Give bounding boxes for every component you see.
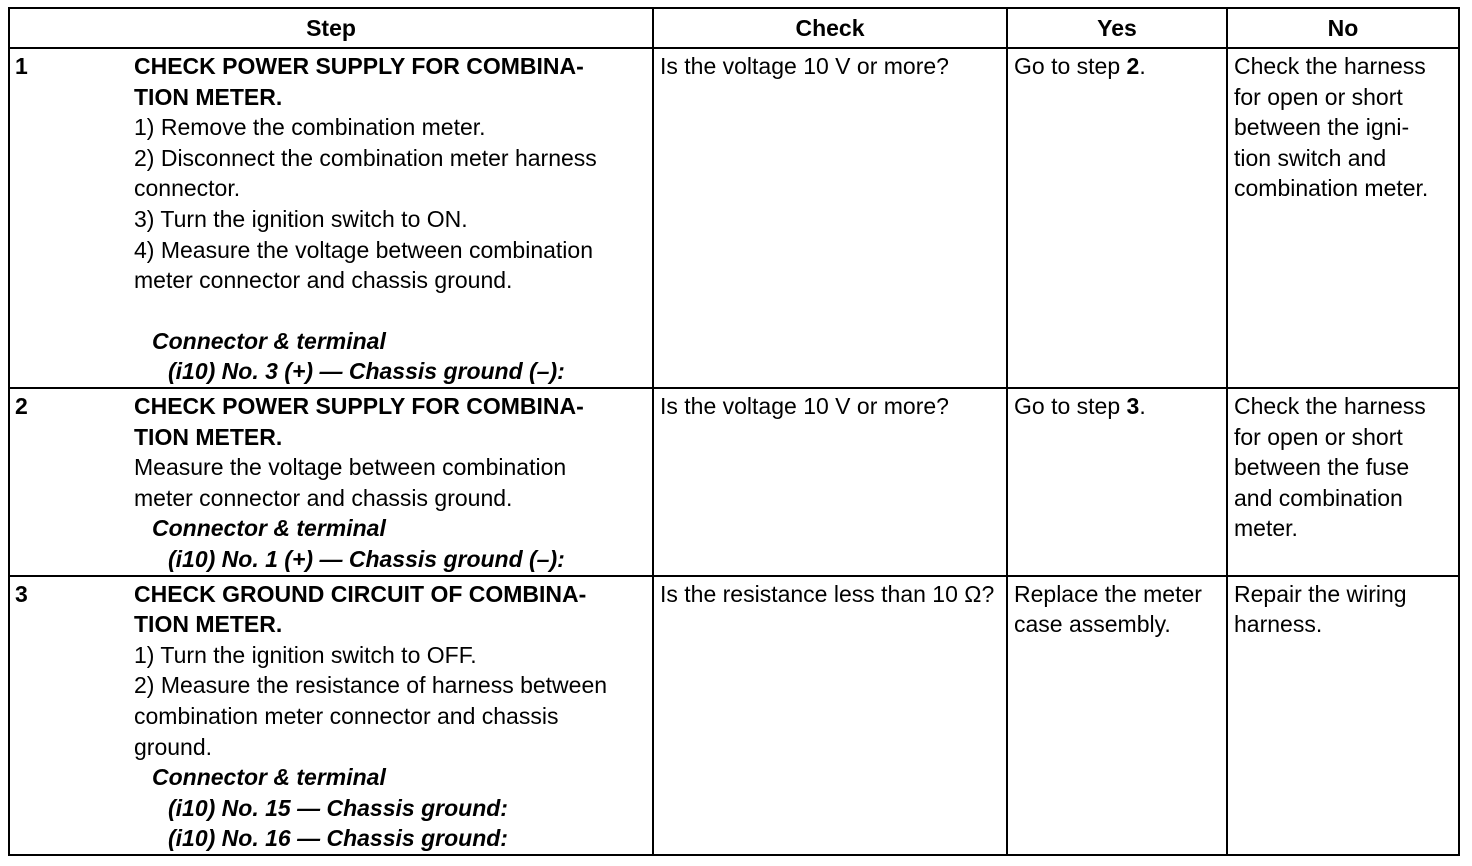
connector-label: Connector & terminal <box>152 515 386 542</box>
step-title: TION METER. <box>134 423 283 450</box>
step-instruction: meter connector and chassis ground. <box>134 267 513 294</box>
step-cell <box>9 576 653 855</box>
yes-step-ref: 2 <box>1126 53 1140 79</box>
step-number: 2 <box>15 393 28 419</box>
yes-cell: Replace the meter case assembly. <box>1007 576 1227 855</box>
table-row <box>9 576 1459 855</box>
check-cell: Is the voltage 10 V or more? <box>653 388 1007 576</box>
step-title: TION METER. <box>134 83 283 110</box>
step-instruction: combination meter connector and chassis <box>134 702 559 729</box>
yes-text: Go to step <box>1014 53 1127 79</box>
table-row <box>9 388 1459 576</box>
step-instruction: 1) Remove the combination meter. <box>134 114 486 141</box>
spacer <box>134 296 644 326</box>
yes-suffix: . <box>1139 53 1146 79</box>
step-instruction: 2) Measure the resistance of harness between <box>134 672 608 699</box>
diagnostic-table-page <box>8 7 1458 856</box>
step-title: CHECK POWER SUPPLY FOR COMBINA- <box>134 53 584 79</box>
no-cell: Check the harness for open or short between the igni- tion switch and combination meter. <box>1227 48 1459 388</box>
yes-suffix: . <box>1139 393 1146 419</box>
no-cell: Check the harness for open or short between the fuse and combination meter. <box>1227 388 1459 576</box>
step-instruction: 2) Disconnect the combination meter harness <box>134 144 597 171</box>
yes-text: Go to step <box>1014 393 1127 419</box>
diagnostic-table <box>8 7 1460 856</box>
step-instruction: Measure the voltage between combination <box>134 454 567 481</box>
step-instruction: 3) Turn the ignition switch to ON. <box>134 205 468 232</box>
check-cell: Is the voltage 10 V or more? <box>653 48 1007 388</box>
step-title: CHECK GROUND CIRCUIT OF COMBINA- <box>134 580 587 607</box>
step-instruction: ground. <box>134 733 213 760</box>
step-number: 3 <box>15 580 28 607</box>
step-instruction: 4) Measure the voltage between combination <box>134 236 594 263</box>
step-title: TION METER. <box>134 611 283 638</box>
step-number: 1 <box>15 53 28 79</box>
header-check: Check <box>653 8 1007 48</box>
terminal-spec: (i10) No. 3 (+) — Chassis ground (–): <box>168 358 565 385</box>
no-cell: Repair the wiring harness. <box>1227 576 1459 855</box>
step-instruction: 1) Turn the ignition switch to OFF. <box>134 641 477 668</box>
header-no: No <box>1227 8 1459 48</box>
step-instruction: connector. <box>134 175 241 202</box>
check-cell: Is the resistance less than 10 Ω? <box>653 576 1007 855</box>
step-title: CHECK POWER SUPPLY FOR COMBINA- <box>134 393 584 419</box>
yes-cell <box>1007 388 1227 576</box>
terminal-spec: (i10) No. 15 — Chassis ground: <box>168 794 508 821</box>
step-instruction: meter connector and chassis ground. <box>134 484 513 511</box>
connector-label: Connector & terminal <box>152 327 386 354</box>
yes-cell <box>1007 48 1227 388</box>
table-header-row <box>9 8 1459 48</box>
terminal-spec: (i10) No. 16 — Chassis ground: <box>168 825 508 852</box>
connector-label: Connector & terminal <box>152 764 386 791</box>
step-cell <box>9 388 653 576</box>
terminal-spec: (i10) No. 1 (+) — Chassis ground (–): <box>168 545 565 572</box>
header-yes: Yes <box>1007 8 1227 48</box>
step-cell <box>9 48 653 388</box>
table-row <box>9 48 1459 388</box>
yes-step-ref: 3 <box>1126 393 1140 419</box>
header-step: Step <box>9 8 653 48</box>
